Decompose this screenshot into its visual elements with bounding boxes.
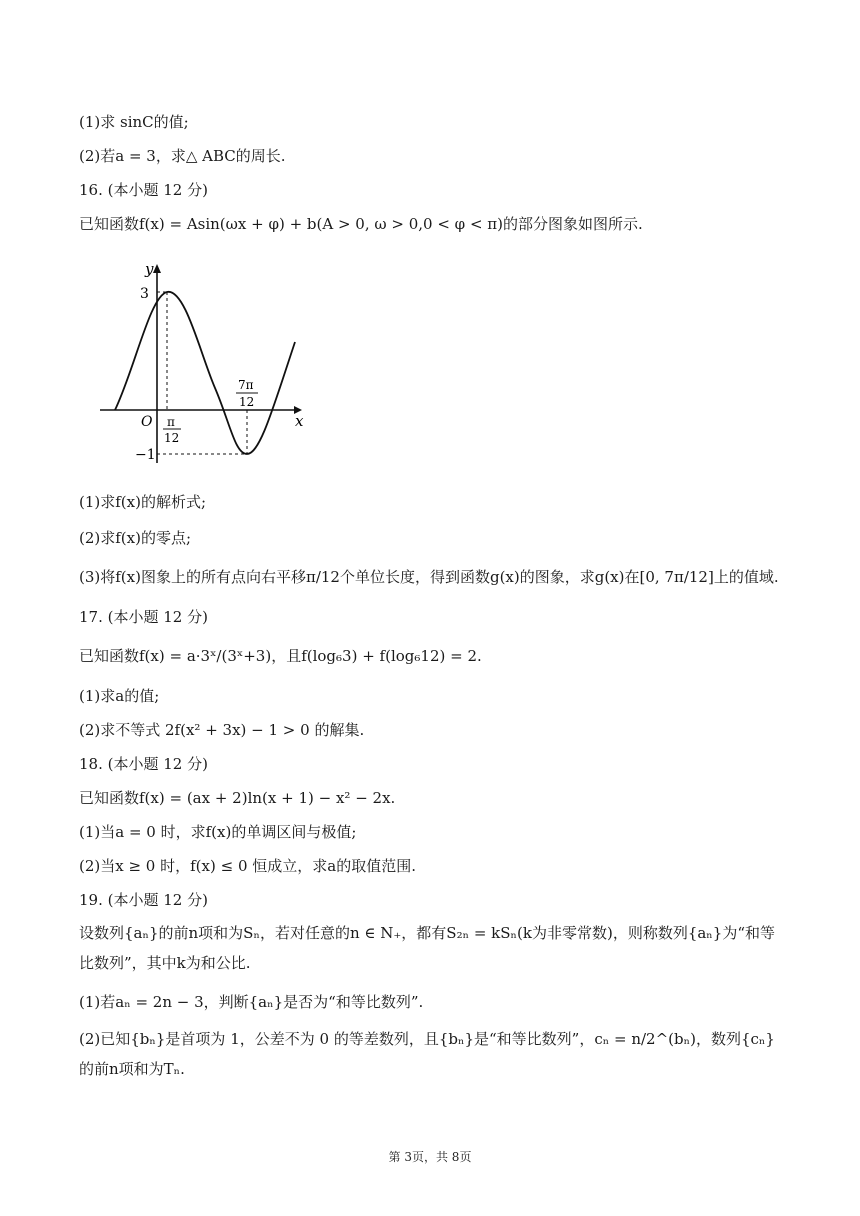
q15-part2: (2)若a = 3，求△ ABC的周长. bbox=[79, 147, 286, 165]
q19-stem: 设数列{aₙ}的前n项和为Sₙ，若对任意的n ∈ N₊，都有S₂ₙ = kSₙ(k为非零常数)，则称数列{aₙ}为“和等比数列”，其中k为和公比. bbox=[79, 924, 776, 972]
q18-part2: (2)当x ≥ 0 时，f(x) ≤ 0 恒成立，求a的取值范围. bbox=[79, 857, 416, 875]
x-axis-label: x bbox=[295, 412, 304, 430]
q16-part1: (1)求f(x)的解析式; bbox=[79, 493, 207, 511]
x2-numerator: 7π bbox=[238, 378, 254, 392]
y-axis-arrow bbox=[153, 264, 161, 273]
q18-stem: 已知函数f(x) = (ax + 2)ln(x + 1) − x² − 2x. bbox=[79, 789, 396, 807]
function-graph bbox=[95, 258, 315, 468]
q15-part1: (1)求 sinC的值; bbox=[79, 113, 189, 131]
q17-header: 17. (本小题 12 分) bbox=[79, 608, 208, 626]
q16-stem: 已知函数f(x) = Asin(ωx + φ) + b(A > 0, ω > 0,0 < φ < π)的部分图象如图所示. bbox=[79, 215, 643, 233]
q16-header: 16. (本小题 12 分) bbox=[79, 181, 208, 199]
q18-part1: (1)当a = 0 时，求f(x)的单调区间与极值; bbox=[79, 823, 357, 841]
q17-part1: (1)求a的值; bbox=[79, 687, 160, 705]
q17-stem: 已知函数f(x) = a·3ˣ/(3ˣ+3)，且f(log₆3) + f(log₆12) = 2. bbox=[79, 647, 482, 665]
y-axis-label: y bbox=[145, 260, 154, 278]
q19-header: 19. (本小题 12 分) bbox=[79, 891, 208, 909]
q16-part3: (3)将f(x)图象上的所有点向右平移π/12个单位长度，得到函数g(x)的图象，求g(x)在[0, 7π/12]上的值域. bbox=[79, 568, 779, 586]
q18-header: 18. (本小题 12 分) bbox=[79, 755, 208, 773]
q19-part2: (2)已知{bₙ}是首项为 1，公差不为 0 的等差数列，且{bₙ}是“和等比数列”，cₙ = n/2^(bₙ)，数列{cₙ}的前n项和为Tₙ. bbox=[79, 1030, 775, 1078]
q16-part2: (2)求f(x)的零点; bbox=[79, 529, 192, 547]
x1-denominator: 12 bbox=[164, 431, 180, 445]
x1-numerator: π bbox=[167, 415, 175, 429]
origin-label: O bbox=[141, 414, 153, 430]
q17-part2: (2)求不等式 2f(x² + 3x) − 1 > 0 的解集. bbox=[79, 721, 365, 739]
page-footer: 第 3页，共 8页 bbox=[388, 1150, 472, 1164]
x2-denominator: 12 bbox=[239, 395, 255, 409]
max-value-label: 3 bbox=[140, 286, 149, 302]
min-value-label: −1 bbox=[135, 447, 156, 463]
q19-part1: (1)若aₙ = 2n − 3，判断{aₙ}是否为“和等比数列”. bbox=[79, 993, 424, 1011]
